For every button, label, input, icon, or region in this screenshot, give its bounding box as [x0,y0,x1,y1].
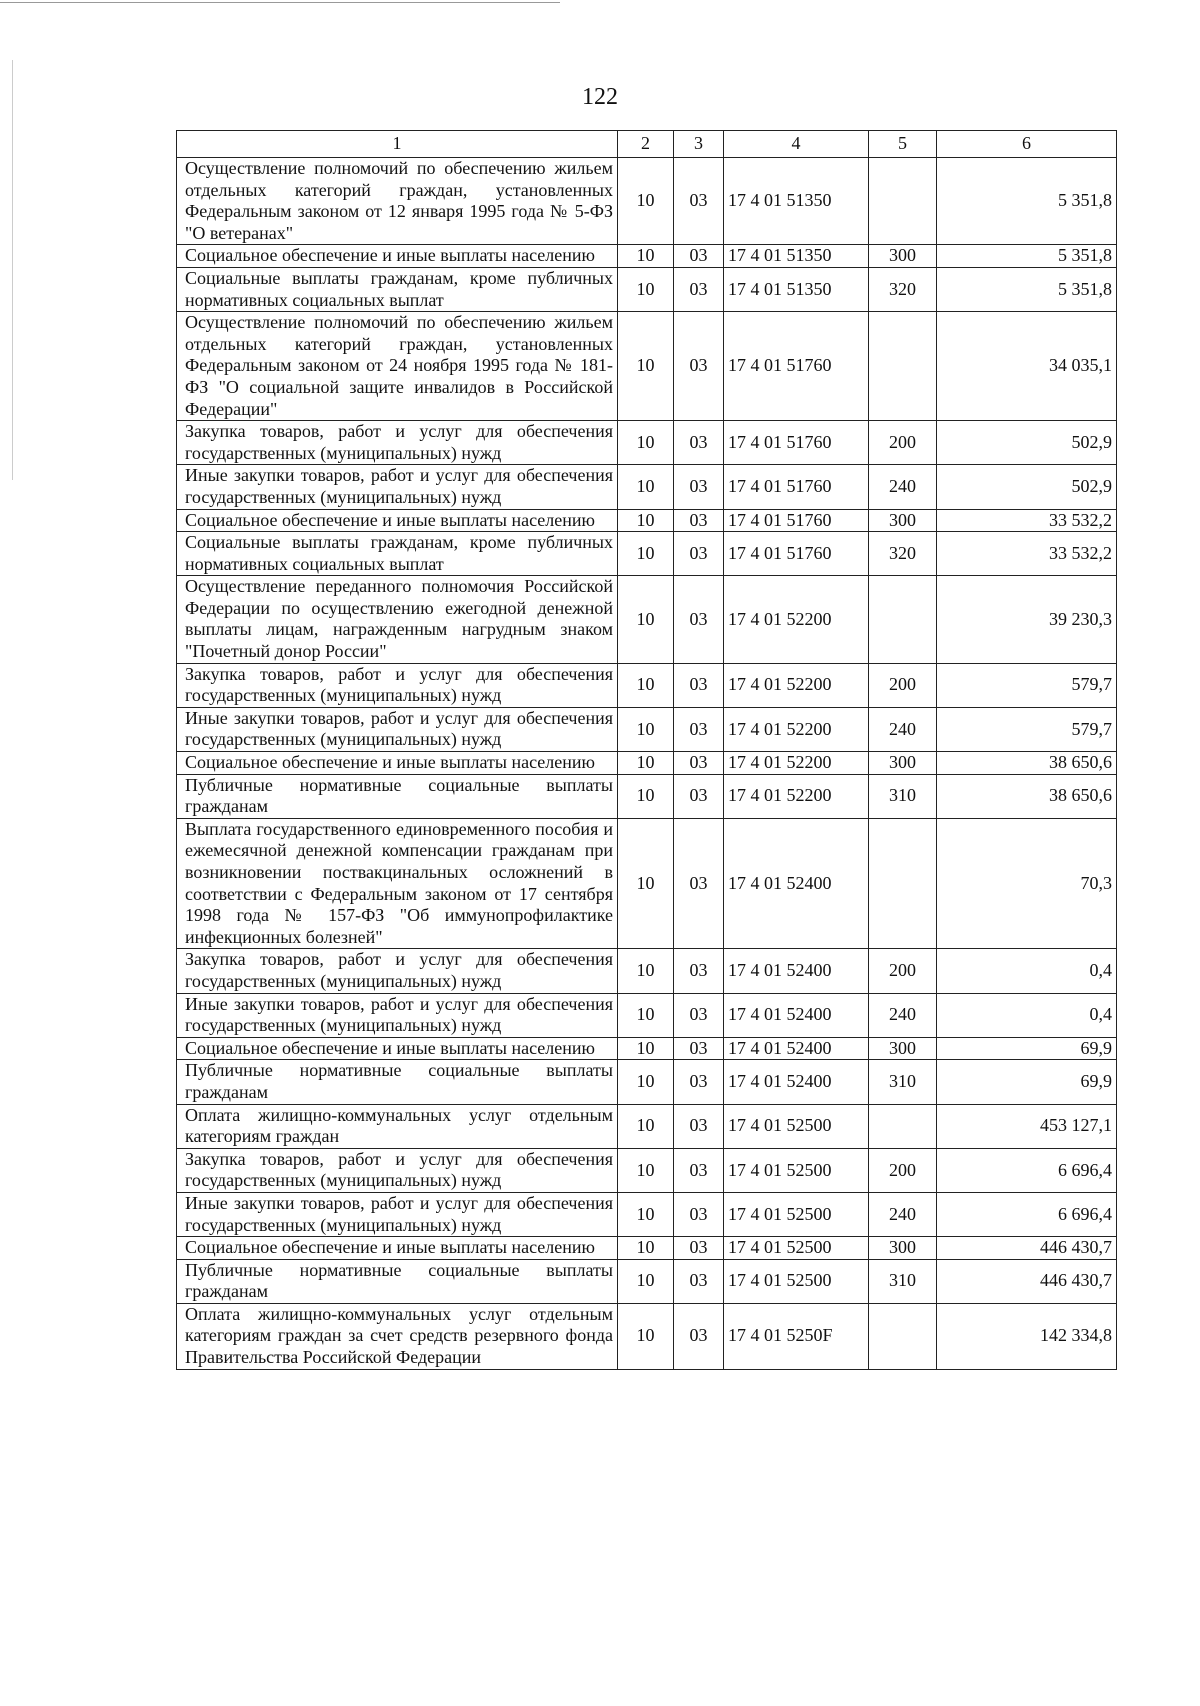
row-subsection: 03 [674,1259,724,1303]
column-header: 2 [618,131,674,158]
row-expense-type [869,1303,937,1369]
row-target-code: 17 4 01 52400 [724,1060,869,1104]
row-subsection: 03 [674,993,724,1037]
row-name: Выплата государственного единовременного пособия и ежемесячной денежной компенсации гражданам при возникновении поствакцинальных осложнений в соответствии с Федеральным законом от 17 сентября 1998 года № 157-ФЗ "Об иммунопрофилактике инфекционных болезней" [177,818,618,949]
row-amount: 5 351,8 [937,245,1117,268]
row-expense-type [869,576,937,663]
row-expense-type: 300 [869,1237,937,1260]
row-expense-type: 240 [869,465,937,509]
row-section: 10 [618,752,674,775]
table-row [177,993,1117,1037]
table-row [177,1148,1117,1192]
row-subsection: 03 [674,949,724,993]
row-expense-type: 300 [869,752,937,775]
row-subsection: 03 [674,1148,724,1192]
table-row [177,1104,1117,1148]
row-amount: 453 127,1 [937,1104,1117,1148]
row-section: 10 [618,158,674,245]
row-expense-type: 300 [869,245,937,268]
row-section: 10 [618,1192,674,1236]
row-section: 10 [618,993,674,1037]
row-target-code: 17 4 01 52200 [724,663,869,707]
row-subsection: 03 [674,663,724,707]
row-name: Социальное обеспечение и иные выплаты населению [177,1237,618,1260]
row-subsection: 03 [674,1237,724,1260]
row-subsection: 03 [674,1060,724,1104]
row-section: 10 [618,1060,674,1104]
row-target-code: 17 4 01 52200 [724,576,869,663]
row-name: Иные закупки товаров, работ и услуг для обеспечения государственных (муниципальных) нужд [177,707,618,751]
row-target-code: 17 4 01 52400 [724,1037,869,1060]
row-section: 10 [618,949,674,993]
table-row [177,1037,1117,1060]
table-row [177,1303,1117,1369]
row-target-code: 17 4 01 51350 [724,267,869,311]
row-expense-type [869,1104,937,1148]
row-target-code: 17 4 01 51760 [724,421,869,465]
row-subsection: 03 [674,465,724,509]
table-row [177,707,1117,751]
row-target-code: 17 4 01 52400 [724,818,869,949]
row-expense-type: 200 [869,663,937,707]
row-section: 10 [618,509,674,532]
row-amount: 0,4 [937,993,1117,1037]
row-expense-type: 240 [869,993,937,1037]
table-row [177,949,1117,993]
row-name: Иные закупки товаров, работ и услуг для обеспечения государственных (муниципальных) нужд [177,465,618,509]
row-amount: 33 532,2 [937,509,1117,532]
row-expense-type: 200 [869,949,937,993]
row-target-code: 17 4 01 51760 [724,532,869,576]
row-section: 10 [618,1303,674,1369]
row-amount: 5 351,8 [937,267,1117,311]
row-name: Оплата жилищно-коммунальных услуг отдельным категориям граждан [177,1104,618,1148]
row-amount: 33 532,2 [937,532,1117,576]
row-expense-type: 300 [869,1037,937,1060]
row-subsection: 03 [674,774,724,818]
scan-left-edge [12,60,13,480]
row-name: Осуществление полномочий по обеспечению жильем отдельных категорий граждан, установленных Федеральным законом от 12 января 1995 года № 5-ФЗ "О ветеранах" [177,158,618,245]
row-subsection: 03 [674,509,724,532]
row-subsection: 03 [674,1104,724,1148]
row-section: 10 [618,1104,674,1148]
row-name: Осуществление переданного полномочия Российской Федерации по осуществлению ежегодной денежной выплаты лицам, награжденным нагрудным знаком "Почетный донор России" [177,576,618,663]
column-header: 1 [177,131,618,158]
row-section: 10 [618,421,674,465]
column-header: 5 [869,131,937,158]
row-subsection: 03 [674,752,724,775]
row-name: Закупка товаров, работ и услуг для обеспечения государственных (муниципальных) нужд [177,663,618,707]
row-target-code: 17 4 01 52500 [724,1104,869,1148]
row-target-code: 17 4 01 52400 [724,949,869,993]
table-row [177,576,1117,663]
row-name: Закупка товаров, работ и услуг для обеспечения государственных (муниципальных) нужд [177,949,618,993]
row-amount: 69,9 [937,1060,1117,1104]
row-subsection: 03 [674,312,724,421]
table-body [177,158,1117,1370]
table-row [177,158,1117,245]
row-target-code: 17 4 01 51760 [724,465,869,509]
row-target-code: 17 4 01 52500 [724,1148,869,1192]
row-expense-type [869,818,937,949]
row-section: 10 [618,532,674,576]
page-number: 122 [582,84,618,110]
table-row [177,312,1117,421]
row-name: Социальное обеспечение и иные выплаты населению [177,509,618,532]
row-expense-type: 200 [869,421,937,465]
row-section: 10 [618,1037,674,1060]
row-name: Публичные нормативные социальные выплаты гражданам [177,774,618,818]
table-row [177,465,1117,509]
row-name: Осуществление полномочий по обеспечению жильем отдельных категорий граждан, установленных Федеральным законом от 24 ноября 1995 года № 181-ФЗ "О социальной защите инвалидов в Российской Федерации" [177,312,618,421]
table-row [177,267,1117,311]
row-subsection: 03 [674,532,724,576]
row-section: 10 [618,312,674,421]
row-target-code: 17 4 01 52200 [724,774,869,818]
row-section: 10 [618,707,674,751]
row-amount: 38 650,6 [937,752,1117,775]
row-subsection: 03 [674,1037,724,1060]
row-name: Публичные нормативные социальные выплаты гражданам [177,1060,618,1104]
row-section: 10 [618,576,674,663]
row-amount: 0,4 [937,949,1117,993]
table-row [177,421,1117,465]
row-section: 10 [618,1148,674,1192]
row-target-code: 17 4 01 52200 [724,707,869,751]
row-amount: 70,3 [937,818,1117,949]
row-subsection: 03 [674,576,724,663]
row-expense-type: 310 [869,1060,937,1104]
row-expense-type: 200 [869,1148,937,1192]
row-amount: 502,9 [937,465,1117,509]
row-name: Закупка товаров, работ и услуг для обеспечения государственных (муниципальных) нужд [177,421,618,465]
row-subsection: 03 [674,421,724,465]
table-row [177,1237,1117,1260]
row-expense-type [869,158,937,245]
table-row [177,752,1117,775]
table-row [177,774,1117,818]
row-section: 10 [618,465,674,509]
scan-top-edge [0,2,560,3]
row-target-code: 17 4 01 52500 [724,1237,869,1260]
row-target-code: 17 4 01 52500 [724,1259,869,1303]
row-name: Социальное обеспечение и иные выплаты населению [177,1037,618,1060]
row-amount: 446 430,7 [937,1259,1117,1303]
row-section: 10 [618,1259,674,1303]
row-amount: 579,7 [937,707,1117,751]
row-target-code: 17 4 01 51350 [724,245,869,268]
row-target-code: 17 4 01 51350 [724,158,869,245]
row-subsection: 03 [674,245,724,268]
row-subsection: 03 [674,1192,724,1236]
row-amount: 6 696,4 [937,1192,1117,1236]
table-row [177,532,1117,576]
row-amount: 39 230,3 [937,576,1117,663]
row-section: 10 [618,1237,674,1260]
row-amount: 69,9 [937,1037,1117,1060]
table-row [177,1060,1117,1104]
row-target-code: 17 4 01 52400 [724,993,869,1037]
row-target-code: 17 4 01 51760 [724,509,869,532]
row-section: 10 [618,245,674,268]
row-amount: 6 696,4 [937,1148,1117,1192]
table-row [177,1192,1117,1236]
budget-table [176,130,1117,1370]
row-name: Социальное обеспечение и иные выплаты населению [177,245,618,268]
row-name: Социальное обеспечение и иные выплаты населению [177,752,618,775]
row-name: Иные закупки товаров, работ и услуг для обеспечения государственных (муниципальных) нужд [177,993,618,1037]
row-expense-type: 240 [869,1192,937,1236]
table-row [177,245,1117,268]
row-target-code: 17 4 01 52500 [724,1192,869,1236]
row-subsection: 03 [674,818,724,949]
row-expense-type: 320 [869,532,937,576]
row-name: Закупка товаров, работ и услуг для обеспечения государственных (муниципальных) нужд [177,1148,618,1192]
row-section: 10 [618,663,674,707]
row-expense-type: 320 [869,267,937,311]
row-subsection: 03 [674,1303,724,1369]
row-amount: 579,7 [937,663,1117,707]
row-amount: 38 650,6 [937,774,1117,818]
row-section: 10 [618,818,674,949]
row-expense-type: 310 [869,1259,937,1303]
row-name: Социальные выплаты гражданам, кроме публичных нормативных социальных выплат [177,267,618,311]
row-expense-type: 240 [869,707,937,751]
row-subsection: 03 [674,267,724,311]
column-header: 3 [674,131,724,158]
row-expense-type: 300 [869,509,937,532]
row-subsection: 03 [674,707,724,751]
row-amount: 34 035,1 [937,312,1117,421]
column-header: 4 [724,131,869,158]
row-name: Социальные выплаты гражданам, кроме публичных нормативных социальных выплат [177,532,618,576]
row-name: Публичные нормативные социальные выплаты гражданам [177,1259,618,1303]
table-row [177,1259,1117,1303]
row-amount: 446 430,7 [937,1237,1117,1260]
row-amount: 5 351,8 [937,158,1117,245]
row-target-code: 17 4 01 52200 [724,752,869,775]
column-header: 6 [937,131,1117,158]
row-amount: 502,9 [937,421,1117,465]
row-expense-type: 310 [869,774,937,818]
row-section: 10 [618,267,674,311]
header-row [177,131,1117,158]
row-expense-type [869,312,937,421]
row-section: 10 [618,774,674,818]
table-row [177,509,1117,532]
row-name: Оплата жилищно-коммунальных услуг отдельным категориям граждан за счет средств резервного фонда Правительства Российской Федерации [177,1303,618,1369]
row-subsection: 03 [674,158,724,245]
table-row [177,663,1117,707]
row-target-code: 17 4 01 5250F [724,1303,869,1369]
row-name: Иные закупки товаров, работ и услуг для обеспечения государственных (муниципальных) нужд [177,1192,618,1236]
row-target-code: 17 4 01 51760 [724,312,869,421]
table-row [177,818,1117,949]
row-amount: 142 334,8 [937,1303,1117,1369]
